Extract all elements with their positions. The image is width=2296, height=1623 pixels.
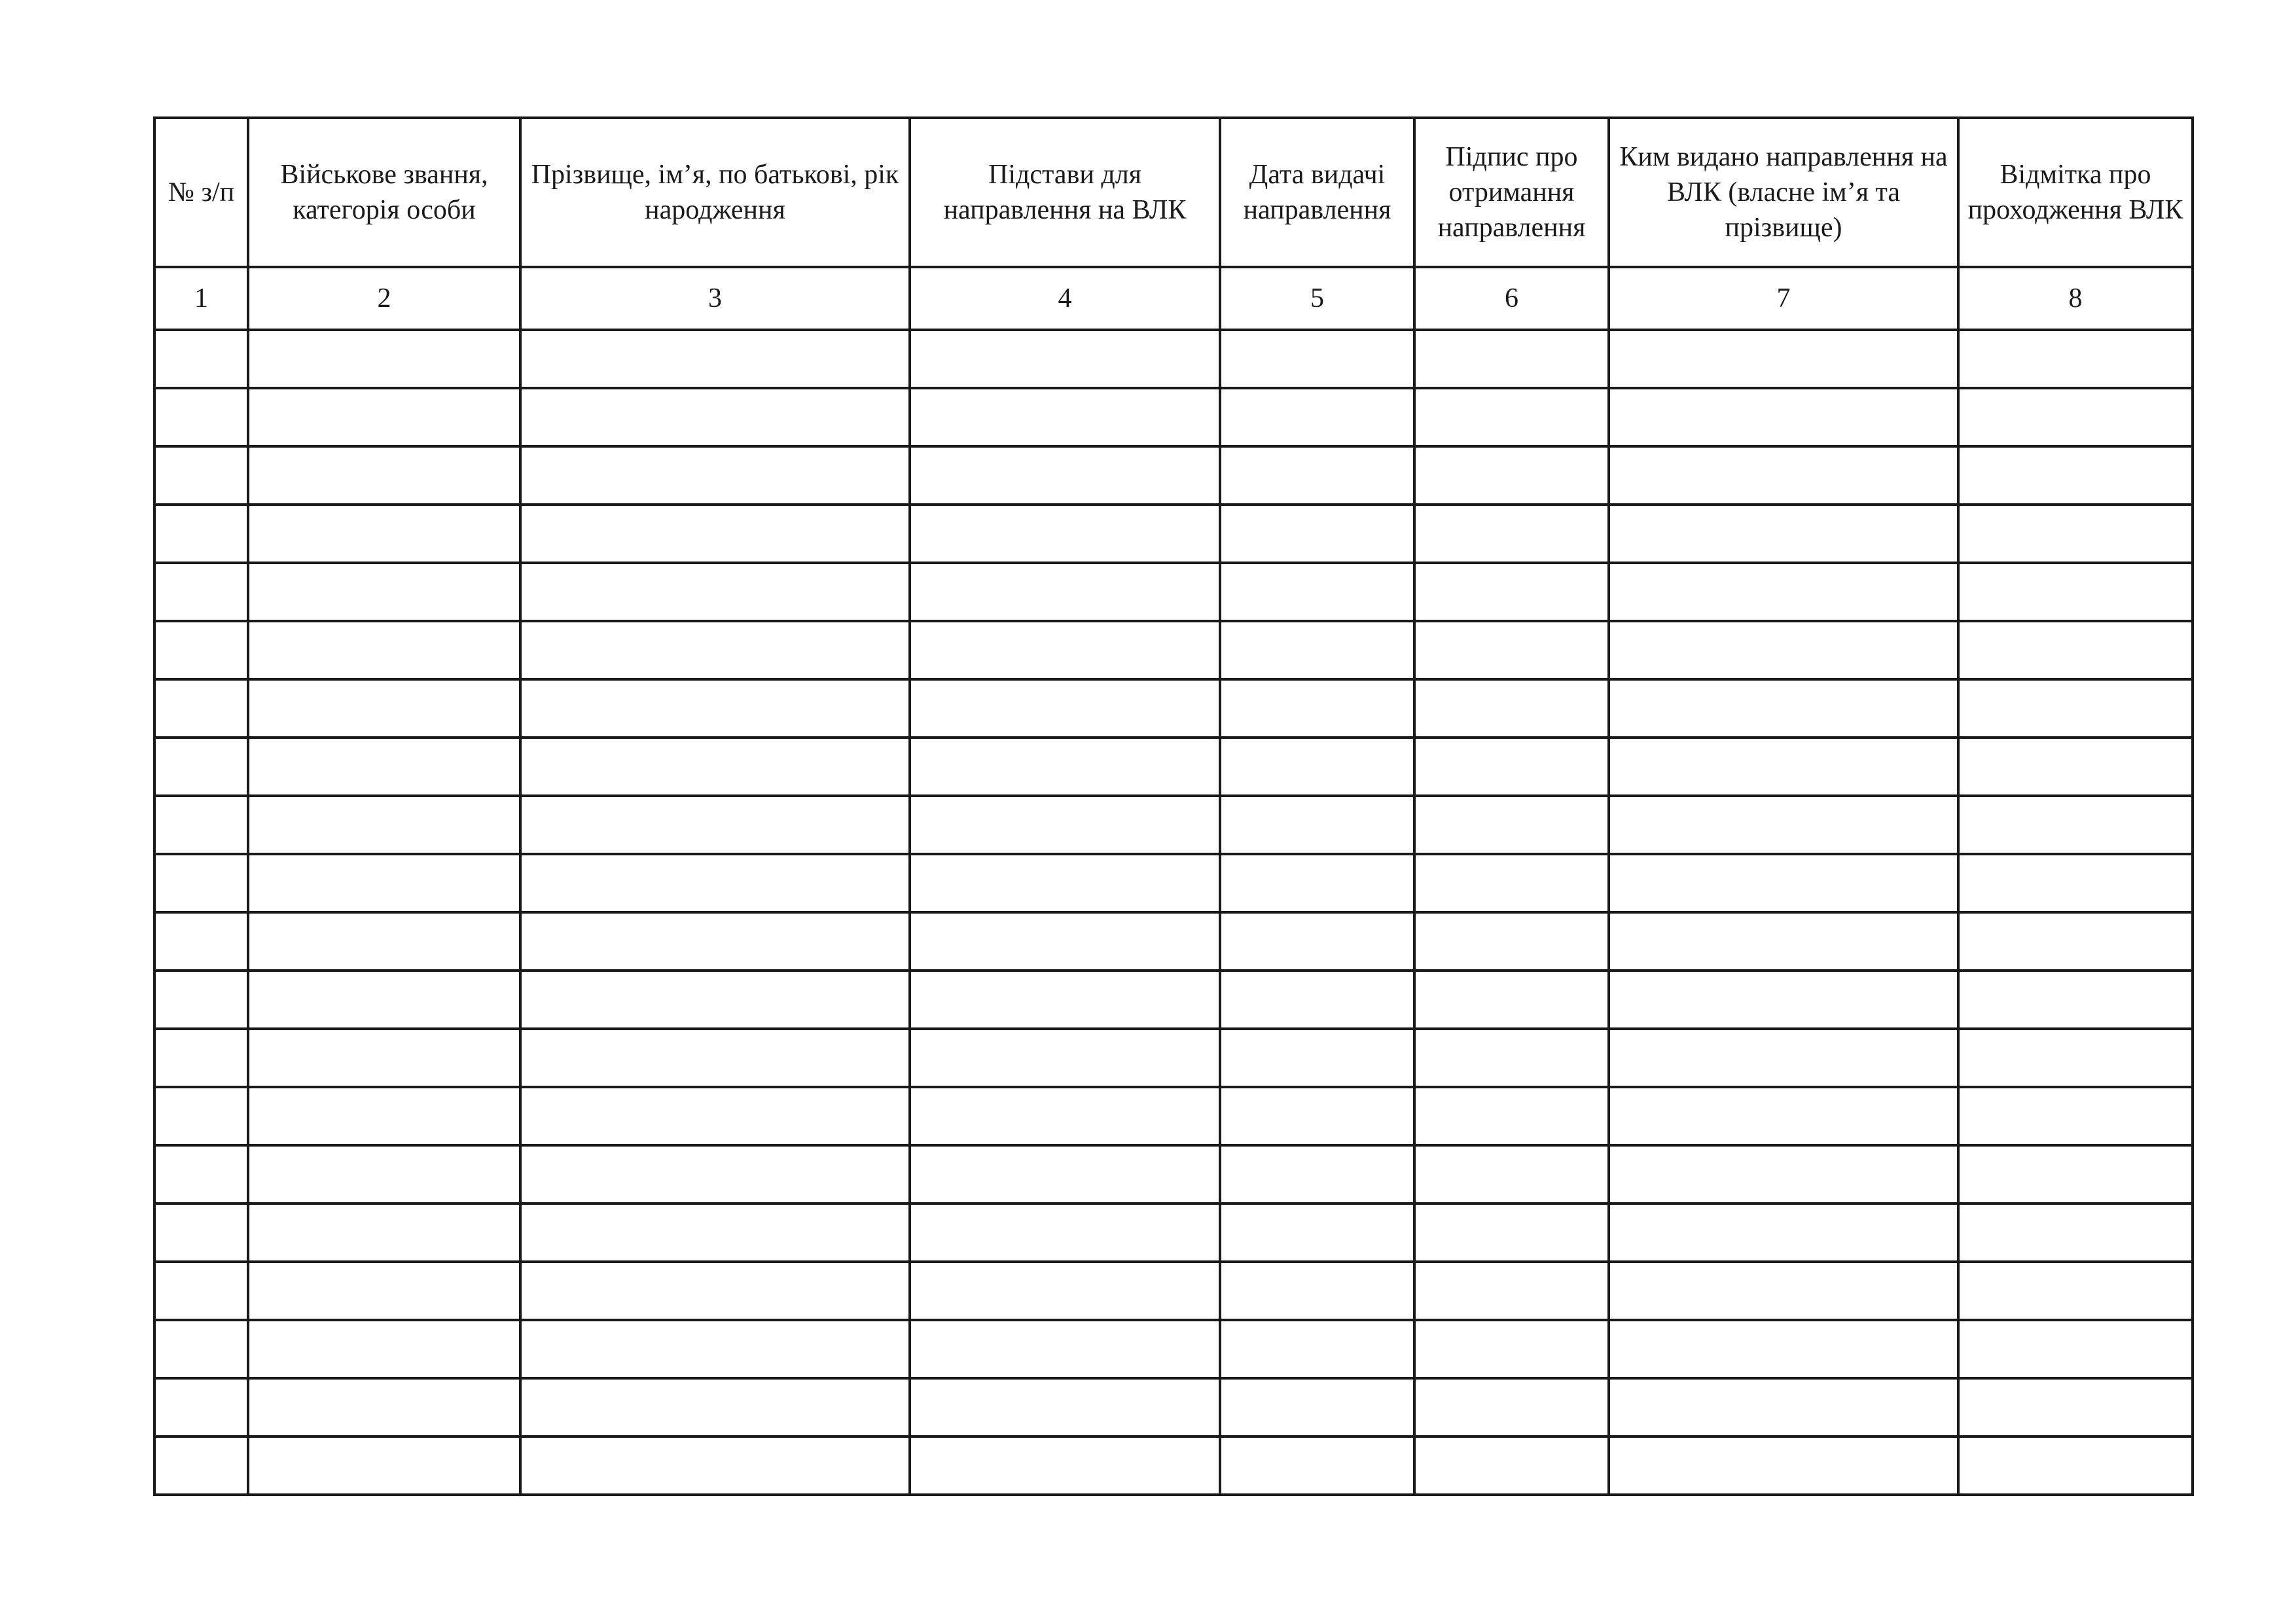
- table-cell: [154, 1087, 248, 1145]
- table-cell: [1958, 679, 2193, 738]
- table-row: [154, 1378, 2193, 1436]
- table-cell: [1609, 1436, 1958, 1495]
- table-cell: [1220, 1204, 1414, 1262]
- table-cell: [1609, 738, 1958, 796]
- table-cell: [520, 1262, 910, 1320]
- table-cell: [910, 738, 1220, 796]
- table-cell: [1414, 505, 1609, 563]
- table-cell: [910, 388, 1220, 446]
- table-cell: [1609, 1087, 1958, 1145]
- table-cell: [1220, 1029, 1414, 1087]
- table-cell: [154, 854, 248, 912]
- table-cell: [1609, 563, 1958, 621]
- table-cell: [1958, 1378, 2193, 1436]
- journal-sheet: [153, 116, 2194, 1496]
- table-cell: [248, 1378, 520, 1436]
- table-cell: [1220, 388, 1414, 446]
- table-cell: [1414, 1320, 1609, 1378]
- table-cell: [1414, 621, 1609, 679]
- table-cell: [154, 1378, 248, 1436]
- table-cell: [1609, 912, 1958, 971]
- table-cell: [520, 446, 910, 505]
- journal-body: [154, 330, 2193, 1495]
- table-cell: [1220, 1320, 1414, 1378]
- table-cell: [1609, 971, 1958, 1029]
- column-number: 8: [1958, 267, 2193, 330]
- table-cell: [1609, 1029, 1958, 1087]
- table-cell: [248, 1204, 520, 1262]
- table-cell: [1414, 738, 1609, 796]
- table-cell: [1958, 738, 2193, 796]
- table-cell: [154, 679, 248, 738]
- table-row: [154, 621, 2193, 679]
- table-cell: [910, 1145, 1220, 1204]
- table-cell: [1414, 1204, 1609, 1262]
- table-cell: [1958, 505, 2193, 563]
- table-cell: [520, 1145, 910, 1204]
- table-cell: [1414, 330, 1609, 388]
- table-cell: [1609, 796, 1958, 854]
- table-cell: [1958, 1204, 2193, 1262]
- header-grounds: Підстави для направлення на ВЛК: [910, 118, 1220, 267]
- header-full-name: Прізвище, ім’я, по батькові, рік народження: [520, 118, 910, 267]
- table-cell: [1958, 330, 2193, 388]
- table-cell: [248, 1436, 520, 1495]
- table-cell: [1220, 1087, 1414, 1145]
- table-cell: [1220, 621, 1414, 679]
- table-row: [154, 912, 2193, 971]
- table-row: [154, 505, 2193, 563]
- table-cell: [910, 1436, 1220, 1495]
- table-cell: [910, 621, 1220, 679]
- table-cell: [910, 796, 1220, 854]
- table-row: [154, 563, 2193, 621]
- table-cell: [1609, 621, 1958, 679]
- table-cell: [1220, 1262, 1414, 1320]
- table-cell: [248, 330, 520, 388]
- table-cell: [910, 971, 1220, 1029]
- table-row: [154, 1145, 2193, 1204]
- table-cell: [1414, 1029, 1609, 1087]
- table-row: [154, 446, 2193, 505]
- table-row: [154, 738, 2193, 796]
- table-cell: [1958, 563, 2193, 621]
- table-cell: [520, 971, 910, 1029]
- table-cell: [910, 505, 1220, 563]
- table-cell: [910, 679, 1220, 738]
- table-cell: [248, 1145, 520, 1204]
- table-cell: [1414, 854, 1609, 912]
- table-cell: [520, 1320, 910, 1378]
- table-cell: [1220, 1378, 1414, 1436]
- table-cell: [154, 912, 248, 971]
- table-cell: [154, 796, 248, 854]
- table-row: [154, 796, 2193, 854]
- table-cell: [154, 505, 248, 563]
- header-receipt-signature: Підпис про отримання направлення: [1414, 118, 1609, 267]
- table-cell: [520, 1378, 910, 1436]
- table-cell: [1220, 796, 1414, 854]
- table-cell: [248, 1320, 520, 1378]
- table-cell: [1958, 446, 2193, 505]
- table-row: [154, 1204, 2193, 1262]
- table-cell: [910, 912, 1220, 971]
- table-cell: [1414, 971, 1609, 1029]
- table-cell: [1220, 330, 1414, 388]
- table-cell: [1220, 738, 1414, 796]
- table-cell: [248, 621, 520, 679]
- table-cell: [1958, 912, 2193, 971]
- table-cell: [154, 446, 248, 505]
- header-issue-date: Дата видачі направлення: [1220, 118, 1414, 267]
- table-row: [154, 1320, 2193, 1378]
- table-cell: [248, 1262, 520, 1320]
- table-cell: [1220, 912, 1414, 971]
- table-cell: [248, 1029, 520, 1087]
- table-cell: [910, 854, 1220, 912]
- table-cell: [154, 1320, 248, 1378]
- table-cell: [520, 1029, 910, 1087]
- table-cell: [154, 1262, 248, 1320]
- table-cell: [1220, 1145, 1414, 1204]
- column-number: 2: [248, 267, 520, 330]
- table-cell: [154, 1204, 248, 1262]
- table-cell: [248, 738, 520, 796]
- header-row: [154, 118, 2193, 267]
- table-cell: [1958, 621, 2193, 679]
- header-issued-by: Ким видано направлення на ВЛК (власне ім’я та прізвище): [1609, 118, 1958, 267]
- table-cell: [520, 1436, 910, 1495]
- table-cell: [1414, 1145, 1609, 1204]
- table-cell: [1609, 1204, 1958, 1262]
- column-number: 5: [1220, 267, 1414, 330]
- header-number: № з/п: [154, 118, 248, 267]
- table-cell: [1414, 563, 1609, 621]
- column-number: 1: [154, 267, 248, 330]
- table-row: [154, 679, 2193, 738]
- table-cell: [910, 1204, 1220, 1262]
- table-cell: [248, 446, 520, 505]
- table-cell: [1958, 1320, 2193, 1378]
- table-cell: [1414, 1087, 1609, 1145]
- table-row: [154, 1029, 2193, 1087]
- table-cell: [520, 854, 910, 912]
- table-cell: [1414, 1436, 1609, 1495]
- table-cell: [1958, 971, 2193, 1029]
- table-cell: [520, 330, 910, 388]
- table-cell: [1609, 446, 1958, 505]
- table-cell: [1220, 505, 1414, 563]
- header-completion-mark: Відмітка про проходження ВЛК: [1958, 118, 2193, 267]
- table-cell: [520, 796, 910, 854]
- table-row: [154, 1436, 2193, 1495]
- table-cell: [910, 1378, 1220, 1436]
- table-cell: [520, 388, 910, 446]
- table-cell: [1220, 1436, 1414, 1495]
- table-row: [154, 1087, 2193, 1145]
- table-cell: [1609, 679, 1958, 738]
- table-cell: [910, 1087, 1220, 1145]
- table-cell: [248, 854, 520, 912]
- column-number-row: [154, 267, 2193, 330]
- table-row: [154, 330, 2193, 388]
- table-cell: [520, 1087, 910, 1145]
- table-cell: [1414, 446, 1609, 505]
- table-cell: [154, 1029, 248, 1087]
- table-cell: [248, 563, 520, 621]
- table-cell: [248, 679, 520, 738]
- table-cell: [1609, 1262, 1958, 1320]
- table-cell: [154, 330, 248, 388]
- table-cell: [910, 1320, 1220, 1378]
- table-cell: [1958, 1436, 2193, 1495]
- table-cell: [1414, 796, 1609, 854]
- table-cell: [1609, 1145, 1958, 1204]
- table-cell: [1958, 1262, 2193, 1320]
- table-cell: [910, 330, 1220, 388]
- table-row: [154, 854, 2193, 912]
- table-cell: [1609, 1378, 1958, 1436]
- table-cell: [1609, 330, 1958, 388]
- table-cell: [1220, 854, 1414, 912]
- table-cell: [1414, 912, 1609, 971]
- table-cell: [910, 1262, 1220, 1320]
- table-cell: [520, 1204, 910, 1262]
- journal-table: [153, 116, 2194, 1496]
- table-cell: [1220, 971, 1414, 1029]
- table-cell: [1609, 505, 1958, 563]
- table-row: [154, 1262, 2193, 1320]
- table-cell: [154, 738, 248, 796]
- table-cell: [1958, 1029, 2193, 1087]
- table-cell: [154, 563, 248, 621]
- table-cell: [520, 912, 910, 971]
- table-cell: [1958, 388, 2193, 446]
- table-cell: [1609, 854, 1958, 912]
- table-cell: [910, 446, 1220, 505]
- table-row: [154, 971, 2193, 1029]
- table-cell: [248, 1087, 520, 1145]
- table-cell: [154, 1436, 248, 1495]
- table-row: [154, 388, 2193, 446]
- table-cell: [248, 912, 520, 971]
- table-cell: [910, 1029, 1220, 1087]
- table-cell: [1958, 1145, 2193, 1204]
- table-cell: [910, 563, 1220, 621]
- table-cell: [154, 1145, 248, 1204]
- table-cell: [248, 971, 520, 1029]
- table-cell: [154, 388, 248, 446]
- table-cell: [154, 971, 248, 1029]
- table-cell: [1609, 1320, 1958, 1378]
- table-cell: [1414, 388, 1609, 446]
- table-cell: [520, 563, 910, 621]
- table-cell: [1220, 563, 1414, 621]
- table-cell: [520, 679, 910, 738]
- table-cell: [1220, 446, 1414, 505]
- table-cell: [1414, 1378, 1609, 1436]
- header-rank: Військове звання, категорія особи: [248, 118, 520, 267]
- table-cell: [248, 796, 520, 854]
- table-cell: [1414, 1262, 1609, 1320]
- table-cell: [1958, 1087, 2193, 1145]
- table-cell: [154, 621, 248, 679]
- table-cell: [248, 388, 520, 446]
- table-cell: [520, 505, 910, 563]
- table-cell: [1609, 388, 1958, 446]
- column-number: 7: [1609, 267, 1958, 330]
- table-cell: [520, 621, 910, 679]
- column-number: 6: [1414, 267, 1609, 330]
- table-cell: [520, 738, 910, 796]
- table-cell: [1958, 796, 2193, 854]
- table-cell: [1958, 854, 2193, 912]
- table-cell: [1414, 679, 1609, 738]
- table-cell: [248, 505, 520, 563]
- table-cell: [1220, 679, 1414, 738]
- column-number: 3: [520, 267, 910, 330]
- column-number: 4: [910, 267, 1220, 330]
